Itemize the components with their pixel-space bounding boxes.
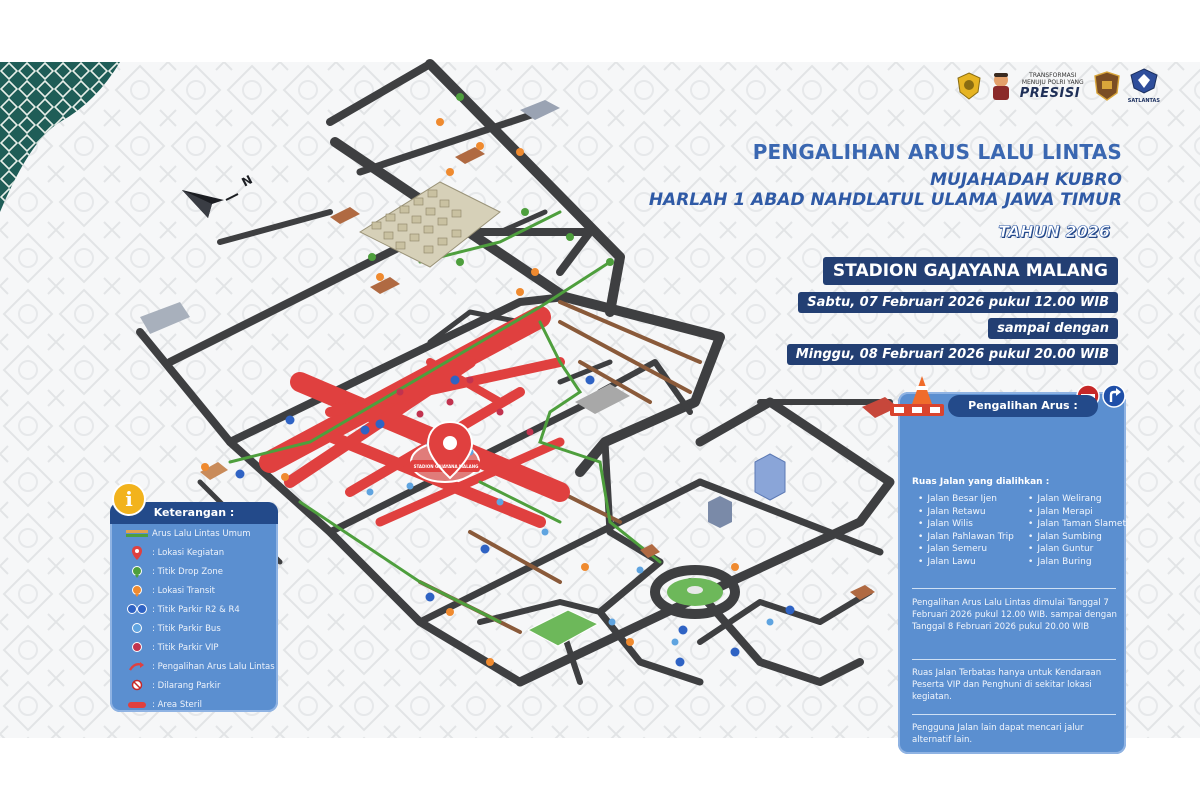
road-item: • Jalan Taman Slamet: [1028, 519, 1126, 532]
turn-right-sign-icon: [1102, 384, 1126, 408]
legend-label: : Titik Parkir Bus: [152, 623, 221, 634]
roads-right-list: [1028, 494, 1126, 569]
poster-title: PENGALIHAN ARUS LALU LINTAS: [752, 140, 1122, 164]
poster-subtitle-1: MUJAHADAH KUBRO: [930, 170, 1122, 190]
diversion-note-schedule: Pengalihan Arus Lalu Lintas dimulai Tanggal 7 Februari 2026 pukul 12.00 WIB. sampai dengan Tanggal 8 Februari 2026 pukul 20.00 WIB: [912, 598, 1117, 632]
panel-divider: [912, 659, 1116, 660]
legend-item: [126, 676, 276, 695]
legend-label: Arus Lalu Lintas Umum: [152, 528, 251, 539]
legend-label: : Titik Parkir VIP: [152, 642, 219, 653]
legend-label: : Lokasi Transit: [152, 585, 215, 596]
poster-subtitle-2: HARLAH 1 ABAD NAHDLATUL ULAMA JAWA TIMUR: [648, 190, 1122, 210]
parking-r2-r4-pin-icon: [126, 604, 148, 616]
panel-divider: [912, 588, 1116, 589]
north-label: N: [239, 172, 255, 190]
legend-label: : Lokasi Kegiatan: [152, 547, 225, 558]
legend-label: : Titik Drop Zone: [152, 566, 223, 577]
legend-item: [126, 657, 276, 676]
satlantas-emblem-icon: [1130, 68, 1158, 94]
diversion-title: Pengalihan Arus :: [948, 395, 1098, 417]
satlantas-label: SATLANTAS: [1127, 98, 1160, 104]
date-start: Sabtu, 07 Februari 2026 pukul 12.00 WIB: [798, 292, 1118, 313]
diversion-note-restricted: Ruas Jalan Terbatas hanya untuk Kendaraan Peserta VIP dan Penghuni di sekitar lokasi kegiatan.: [912, 668, 1102, 702]
bus-parking-pin-icon: [126, 623, 148, 635]
event-location-pin-icon: [126, 546, 148, 560]
legend-item: [126, 619, 276, 638]
roads-label: Ruas Jalan yang dialihkan :: [912, 477, 1050, 487]
poster: [0, 62, 1200, 745]
road-item: • Jalan Welirang: [1028, 494, 1126, 507]
traffic-cone-icon: [888, 374, 946, 420]
presisi-wordmark: PRESISI: [1019, 85, 1081, 101]
legend-item: [126, 600, 276, 619]
panel-divider: [912, 714, 1116, 715]
no-parking-sign-icon: [126, 680, 148, 692]
presisi-logo: [1020, 72, 1086, 101]
legend-list: [126, 524, 276, 714]
legend-item: [126, 562, 276, 581]
diversion-arrow-icon: [126, 662, 148, 672]
road-item: • Jalan Buring: [1028, 557, 1126, 570]
road-item: • Jalan Merapi: [1028, 507, 1126, 520]
roads-left-list: [918, 494, 1014, 569]
sports-field: [528, 610, 598, 646]
date-end: Minggu, 08 Februari 2026 pukul 20.00 WIB: [787, 344, 1118, 365]
legend-item: [126, 543, 276, 562]
legend-item: [126, 524, 276, 543]
legend-title: Keterangan :: [110, 502, 278, 524]
legend-label: : Dilarang Parkir: [152, 680, 221, 691]
vip-parking-pin-icon: [126, 642, 148, 654]
legend-item: [126, 695, 276, 714]
road-item: • Jalan Guntur: [1028, 544, 1126, 557]
logos-row: [956, 68, 1160, 104]
info-icon: i: [112, 482, 146, 516]
general-traffic-route: [230, 212, 660, 622]
presisi-small-text: TRANSFORMASI MENUJU POLRI YANG: [1021, 71, 1084, 86]
drop-zone-pin-icon: [126, 566, 148, 578]
mascot-icon: [990, 71, 1012, 101]
date-connector: sampai dengan: [988, 318, 1118, 339]
poster-year: TAHUN 2026: [998, 222, 1110, 241]
polri-emblem-icon: [956, 72, 982, 100]
road-item: • Jalan Besar Ijen: [918, 494, 1014, 507]
road-item: • Jalan Semeru: [918, 544, 1014, 557]
legend-label: : Pengalihan Arus Lalu Lintas: [152, 661, 275, 672]
satlantas-logo: [1128, 68, 1160, 104]
roundabout: [655, 570, 735, 614]
road-item: • Jalan Sumbing: [1028, 532, 1126, 545]
venue-banner: STADION GAJAYANA MALANG: [823, 257, 1118, 285]
road-item: • Jalan Wilis: [918, 519, 1014, 532]
legend-item: [126, 581, 276, 600]
general-traffic-swatch-icon: [126, 530, 148, 538]
diversion-note-alternative: Pengguna Jalan lain dapat mencari jalur alternatif lain.: [912, 723, 1084, 745]
transit-pin-icon: [126, 585, 148, 597]
north-arrow-icon: [180, 182, 260, 232]
sterile-area-swatch-icon: [126, 701, 148, 709]
road-item: • Jalan Retawu: [918, 507, 1014, 520]
legend-label: : Titik Parkir R2 & R4: [152, 604, 240, 615]
legend-label: : Area Steril: [152, 699, 203, 710]
regional-police-emblem-icon: [1094, 71, 1120, 101]
venue-map-label: STADION GAJAYANA MALANG: [413, 464, 479, 469]
road-item: • Jalan Pahlawan Trip: [918, 532, 1014, 545]
legend-item: [126, 638, 276, 657]
road-item: • Jalan Lawu: [918, 557, 1014, 570]
